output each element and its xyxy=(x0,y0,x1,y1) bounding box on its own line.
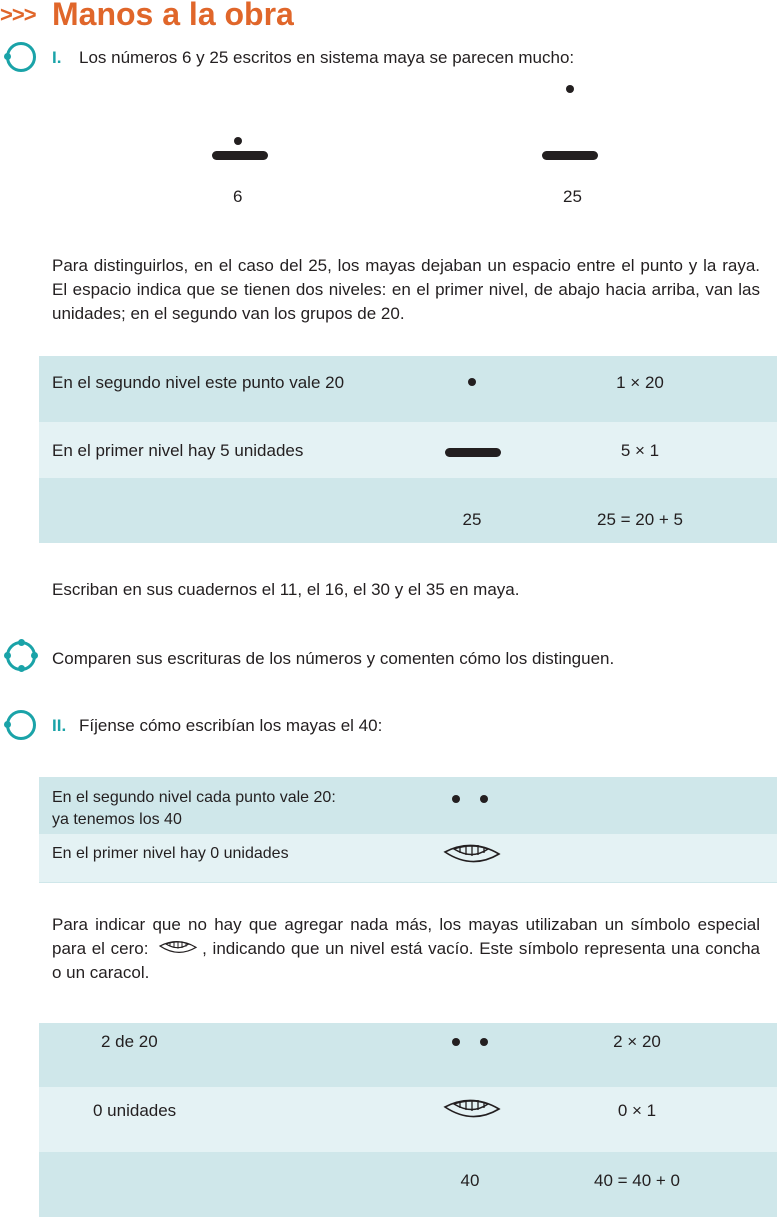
row-label: 0 unidades xyxy=(93,1101,177,1120)
maya-dot xyxy=(452,1038,460,1046)
explanation-paragraph: Para distinguirlos, en el caso del 25, los mayas dejaban un espacio entre el punto y la raya. El espacio indica que se tienen dos niveles: en el primer nivel, de abajo hacia arriba, van las unidades; en el segundo van los grupos de 20. xyxy=(52,256,760,323)
section1-intro: Los números 6 y 25 escritos en sistema maya se parecen mucho: xyxy=(79,48,575,67)
row-value: 40 = 40 + 0 xyxy=(593,1171,681,1190)
section-arrows: >>> xyxy=(0,2,36,27)
number-label-25: 25 xyxy=(563,187,582,206)
row-value: 5 × 1 xyxy=(620,441,660,460)
maya-dot xyxy=(566,85,574,93)
maya-bar xyxy=(542,151,598,160)
row-value: 25 = 20 + 5 xyxy=(596,510,684,529)
maya-dot xyxy=(452,795,460,803)
maya-shell-zero-icon xyxy=(442,1095,502,1125)
compare-text: Comparen sus escrituras de los números y comenten cómo los distinguen. xyxy=(52,649,615,668)
zero-explanation-paragraph xyxy=(52,913,760,985)
row-symbol-label: 40 xyxy=(460,1171,480,1190)
maya-bar xyxy=(212,151,268,160)
row-value: 1 × 20 xyxy=(616,373,664,392)
activity-ring-icon xyxy=(6,42,36,72)
section2-intro: Fíjense cómo escribían los mayas el 40: xyxy=(79,716,383,735)
activity-ring-icon xyxy=(6,710,36,740)
section-number-2: II. xyxy=(52,716,67,735)
row-description-line: ya tenemos los 40 xyxy=(52,811,182,828)
row-value: 0 × 1 xyxy=(617,1101,657,1120)
paragraph-text: Para indicar que no hay que agregar nada más, los mayas utilizaban un símbolo especial para el cero: xyxy=(52,915,760,958)
row-description: En el segundo nivel este punto vale 20 xyxy=(52,373,345,392)
paragraph-text: , indicando que un nivel está vacío. Este símbolo representa una concha o un caracol. xyxy=(52,939,760,982)
maya-bar xyxy=(445,448,501,457)
maya-shell-zero-icon xyxy=(154,938,202,958)
row-description-line: En el segundo nivel cada punto vale 20: xyxy=(52,789,336,806)
maya-shell-zero-icon xyxy=(442,840,502,870)
row-description xyxy=(52,787,336,831)
number-label-6: 6 xyxy=(233,187,243,206)
maya-dot xyxy=(468,378,476,386)
team-ring-icon xyxy=(6,641,36,671)
page-title: Manos a la obra xyxy=(52,0,294,32)
row-description: En el primer nivel hay 0 unidades xyxy=(52,845,289,862)
maya-dot xyxy=(480,795,488,803)
row-description: En el primer nivel hay 5 unidades xyxy=(52,441,304,460)
section-number-1: I. xyxy=(52,48,62,67)
maya-dot xyxy=(480,1038,488,1046)
row-label: 2 de 20 xyxy=(101,1032,158,1051)
instruction-text: Escriban en sus cuadernos el 11, el 16, el 30 y el 35 en maya. xyxy=(52,580,520,599)
divider xyxy=(39,882,777,883)
maya-dot xyxy=(234,137,242,145)
row-symbol-label: 25 xyxy=(462,510,482,529)
row-value: 2 × 20 xyxy=(613,1032,661,1051)
